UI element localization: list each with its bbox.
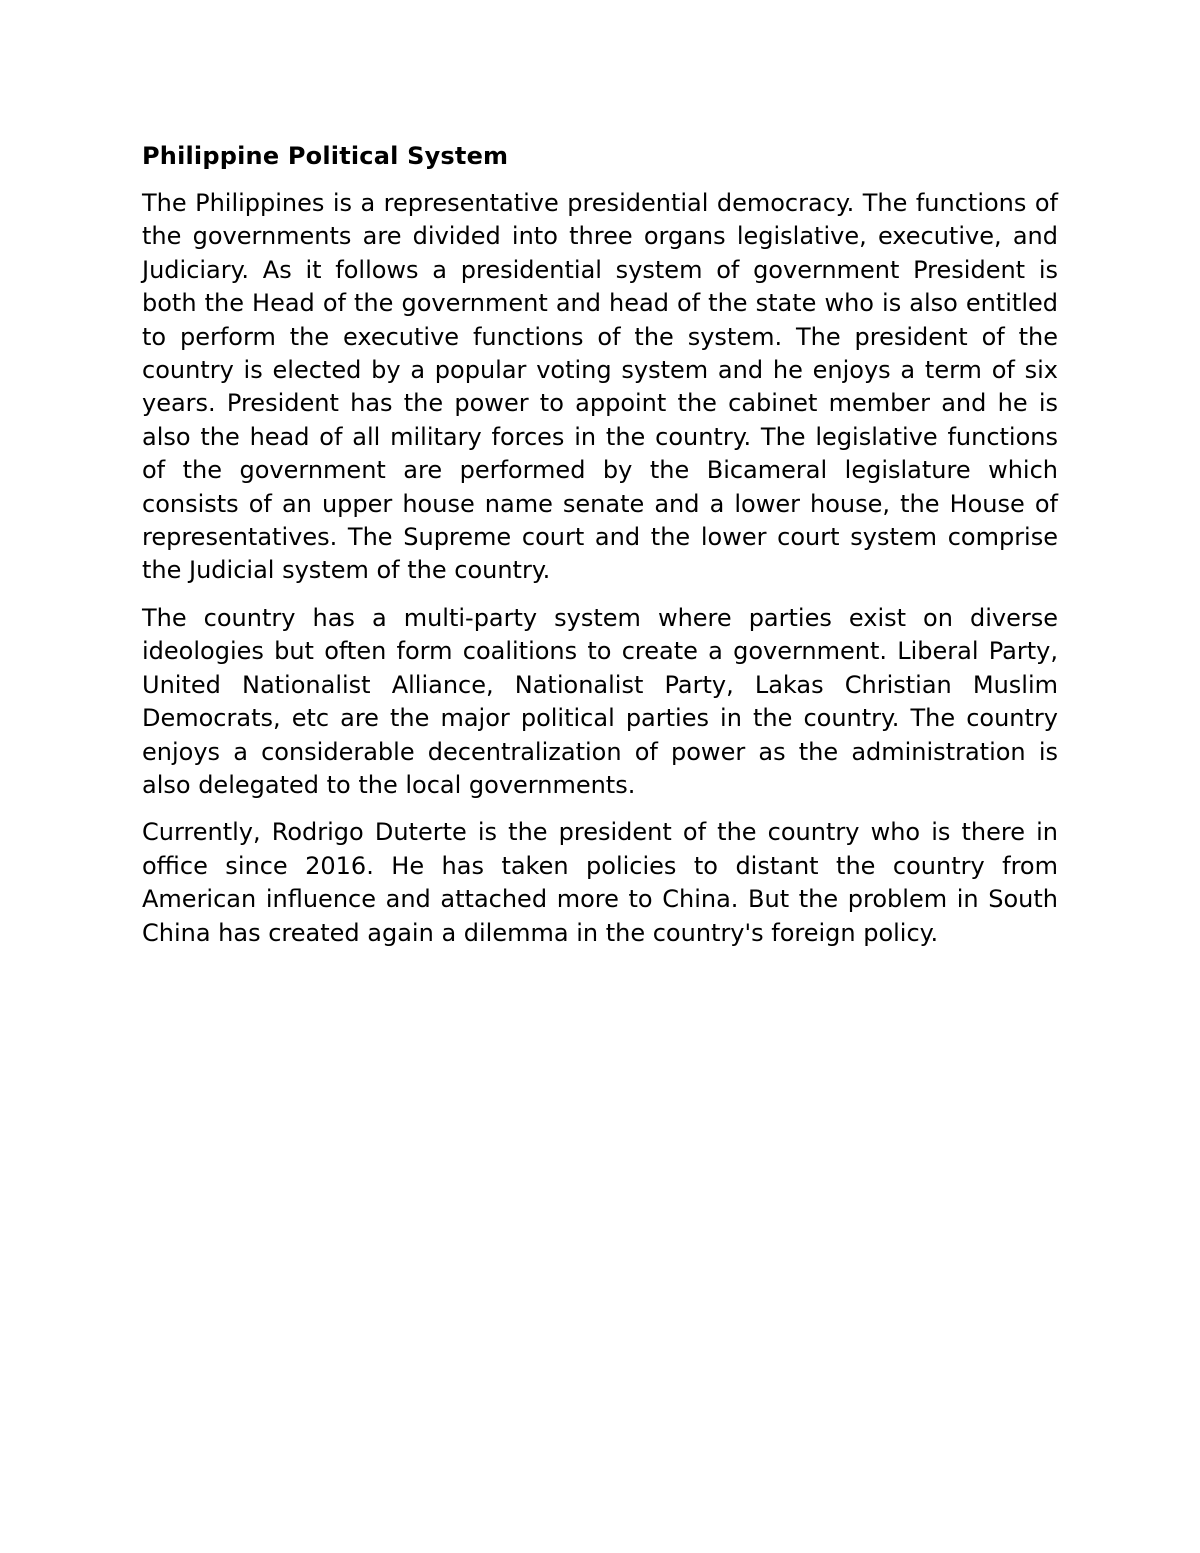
paragraph-party-system: The country has a multi-party system where parties exist on diverse ideologies but often form coalitions to create a government. Liberal Party, United Nationalist Alliance, Nationalist Party, Lakas Christian Muslim Democrats, etc are the major political parties in the country. The country enjoys a considerable decentralization of power as the administration is also delegated to the local governments. (142, 603, 1058, 799)
paragraph-current-president: Currently, Rodrigo Duterte is the president of the country who is there in office since 2016. He has taken policies to distant the country from American influence and attached more to China. But the problem in South China has created again a dilemma in the country's foreign policy. (142, 818, 1058, 947)
paragraph-government-structure: The Philippines is a representative presidential democracy. The functions of the governments are divided into three organs legislative, executive, and Judiciary. As it follows a presidential system of government President is both the Head of the government and head of the state who is also entitled to perform the executive functions of the system. The president of the country is elected by a popular voting system and he enjoys a term of six years. President has the power to appoint the cabinet member and he is also the head of all military forces in the country. The legislative functions of the government are performed by the Bicameral legislature which consists of an upper house name senate and a lower house, the House of representatives. The Supreme court and the lower court system comprise the Judicial system of the country. (142, 189, 1058, 585)
document-body (142, 139, 1058, 964)
document-title: Philippine Political System (142, 142, 509, 170)
